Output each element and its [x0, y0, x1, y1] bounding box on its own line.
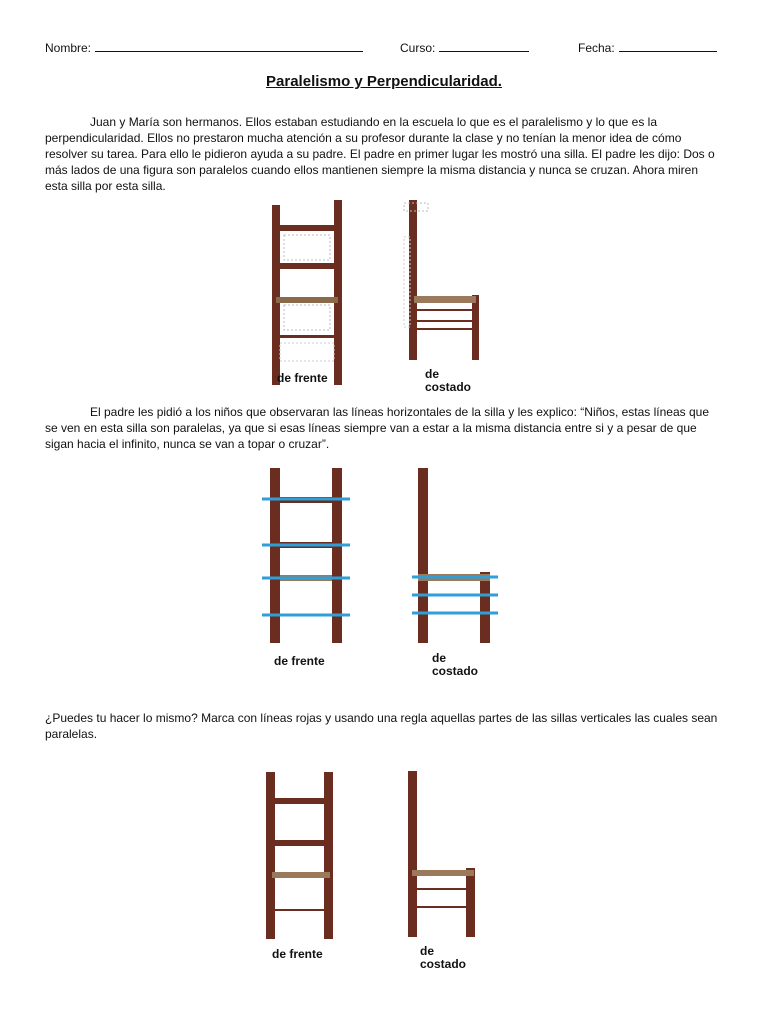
highlighted-side-caption-line2: costado [432, 664, 479, 678]
date-label: Fecha: [578, 41, 615, 55]
highlighted-side-caption-line1: de [432, 651, 447, 665]
course-blank-line[interactable] [439, 40, 529, 52]
course-field[interactable] [400, 40, 529, 55]
exercise-side-caption-line1: de [420, 944, 435, 958]
sketch-side-caption [425, 368, 471, 394]
student-info-row [45, 40, 725, 58]
sketch-front-caption: de frente [277, 371, 328, 385]
name-field[interactable] [45, 40, 363, 55]
date-blank-line[interactable] [619, 40, 717, 52]
exercise-side-caption [420, 945, 466, 971]
highlighted-side-caption [432, 652, 478, 678]
course-label: Curso: [400, 41, 436, 55]
name-blank-line[interactable] [95, 40, 363, 52]
front-chair-highlighted [262, 466, 352, 646]
front-chair-exercise[interactable] [262, 768, 340, 943]
sketch-side-caption-line2: costado [425, 380, 472, 394]
page-title: Paralelismo y Perpendicularidad. [266, 73, 502, 90]
exercise-side-caption-line2: costado [420, 957, 467, 971]
exercise-paragraph: ¿Puedes tu hacer lo mismo? Marca con líneas rojas y usando una regla aquellas partes de las sillas verticales las cuales sean paralelas. [45, 711, 718, 741]
front-chair-sketch [272, 195, 347, 390]
side-chair-highlighted [410, 466, 502, 646]
explanation-paragraph: El padre les pidió a los niños que observaran las líneas horizontales de la silla y les explico: “Niños, estas líneas que se ven en esta silla son paralelas, ya que si esas líneas siempre van a estar a la misma distancia entre si y a pesar de que sigan hacia el infinito, nunca se van a topar o cruzar”. [45, 405, 710, 451]
sketch-side-caption-line1: de [425, 367, 440, 381]
side-chair-sketch [404, 197, 484, 367]
highlighted-front-caption: de frente [274, 654, 325, 668]
exercise-front-caption: de frente [272, 947, 323, 961]
date-field[interactable] [578, 40, 717, 55]
name-label: Nombre: [45, 41, 92, 55]
intro-paragraph: Juan y María son hermanos. Ellos estaban estudiando en la escuela lo que es el paralelismo y lo que es la perpendicularidad. Ellos no prestaron mucha atención a su profesor durante la clase y no tenían la menor idea de cómo resolver su tarea. Para ello le pidieron ayuda a su padre. El padre en primer lugar les mostró una silla. El padre les dijo: Dos o más lados de una figura son paralelos cuando ellos mantienen siempre la misma distancia y nunca se cruzan. Ahora miren esta silla por esta silla. [45, 115, 715, 193]
side-chair-exercise[interactable] [404, 768, 480, 940]
